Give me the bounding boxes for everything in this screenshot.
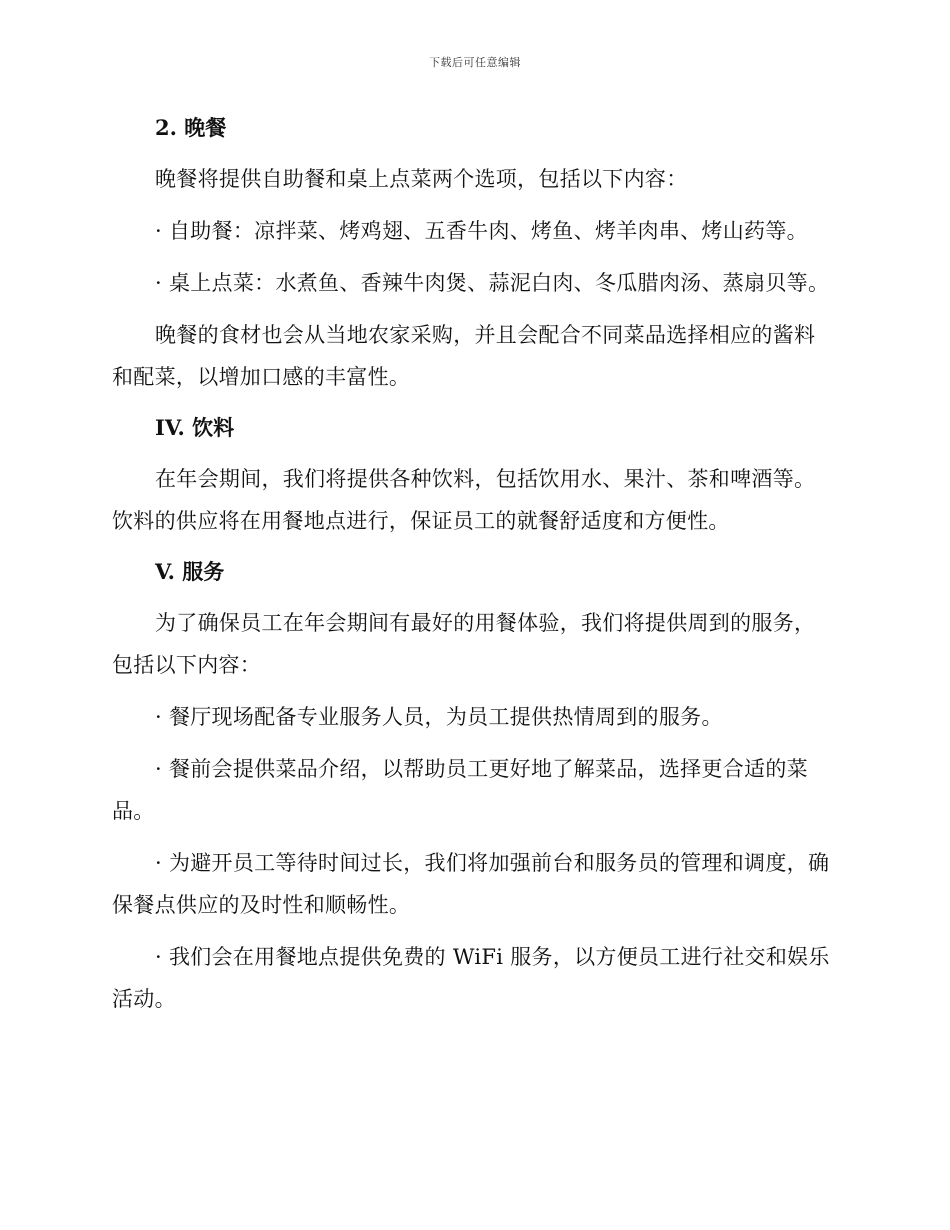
- drinks-description: 在年会期间，我们将提供各种饮料，包括饮用水、果汁、茶和啤酒等。饮料的供应将在用餐地点进行，保证员工的就餐舒适度和方便性。: [112, 467, 816, 533]
- dinner-ingredients-note: 晚餐的食材也会从当地农家采购，并且会配合不同菜品选择相应的酱料和配菜，以增加口感的丰富性。: [112, 323, 816, 389]
- dinner-intro: 晚餐将提供自助餐和桌上点菜两个选项，包括以下内容：: [155, 167, 688, 191]
- service-item-menu-intro: · 餐前会提供菜品介绍，以帮助员工更好地了解菜品，选择更合适的菜品。: [112, 757, 808, 823]
- section-heading-service: V. 服务: [155, 559, 225, 584]
- service-item-scheduling: · 为避开员工等待时间过长，我们将加强前台和服务员的管理和调度，确保餐点供应的及时性和顺畅性。: [112, 851, 830, 917]
- service-item-wifi: · 我们会在用餐地点提供免费的 WiFi 服务，以方便员工进行社交和娱乐活动。: [112, 945, 830, 1011]
- page-header-note: 下载后可任意编辑: [429, 56, 521, 69]
- section-heading-drinks: IV. 饮料: [155, 415, 235, 440]
- service-intro: 为了确保员工在年会期间有最好的用餐体验，我们将提供周到的服务，包括以下内容：: [112, 611, 816, 677]
- document-body: [112, 108, 834, 1030]
- service-item-staff: · 餐厅现场配备专业服务人员，为员工提供热情周到的服务。: [155, 705, 723, 729]
- dinner-ordering-item: · 桌上点菜：水煮鱼、香辣牛肉煲、蒜泥白肉、冬瓜腊肉汤、蒸扇贝等。: [155, 271, 830, 295]
- dinner-buffet-item: · 自助餐：凉拌菜、烤鸡翅、五香牛肉、烤鱼、烤羊肉串、烤山药等。: [155, 219, 808, 243]
- section-heading-dinner: 2. 晚餐: [155, 115, 227, 140]
